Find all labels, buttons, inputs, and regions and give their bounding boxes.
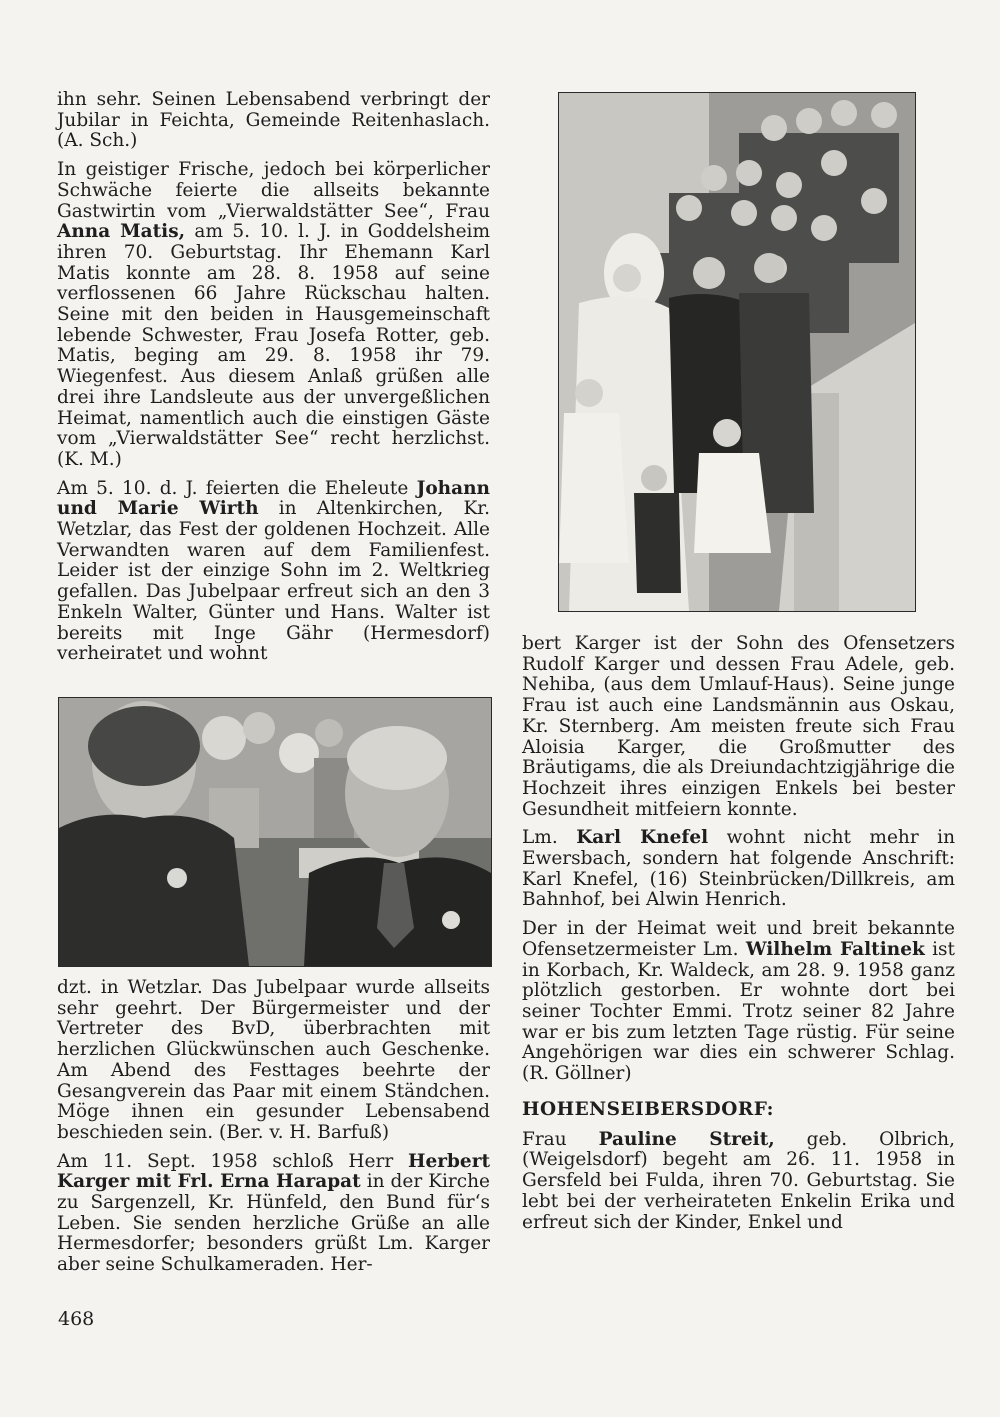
paragraph-jubilar-feichta [57, 90, 490, 152]
paragraph-text: Am 5. 10. d. J. feierten die Eheleute [57, 477, 417, 499]
person-name: Karl Knefel [576, 827, 709, 849]
paragraph-text: Der in der Heimat weit und breit bekannte Ofensetzermeister Lm. [522, 918, 955, 960]
paragraph-wirth-continued [57, 978, 490, 1144]
person-name: Johann und Marie Wirth [57, 477, 490, 520]
paragraph-text: am 5. 10. l. J. in Goddelsheim ihren 70. Geburtstag. Ihr Ehemann Karl Matis konnte am 28. 8. 1958 auf seine verflossenen 66 Jahre Rückschau halten. Seine mit den beiden in Hausgemeinschaft lebende Schwester, Frau Josefa Rotter, geb. Matis, beging am 29. 8. 1958 ihr 79. Wiegenfest. Aus diesem Anlaß grüßen alle drei ihre Landsleute aus der unvergeßlichen Heimat, namentlich auch die einstigen Gäste vom „Vierwaldstätter See“ recht herzlichst. (K. M.) [57, 221, 490, 470]
paragraph-karger-continued [522, 634, 955, 820]
paragraph-text: Am 11. Sept. 1958 schloß Herr [57, 1150, 408, 1172]
photo-elderly-couple [58, 697, 492, 967]
person-name: Pauline Streit, [598, 1128, 775, 1150]
paragraph-karger-wedding [57, 1152, 490, 1276]
paragraph-text: Lm. [522, 827, 577, 849]
person-name: Wilhelm Faltinek [745, 938, 925, 960]
paragraph-text: in der Kirche zu Sargenzell, Kr. Hünfeld, den Bund für‘s Leben. Sie senden herzliche Grüße an alle Hermesdorfer; besonders grüßt Lm. Karger aber seine Schulkameraden. Her- [57, 1171, 490, 1276]
paragraph-text: in Altenkirchen, Kr. Wetzlar, das Fest der goldenen Hochzeit. Alle Verwandten waren auf dem Familienfest. Leider ist der einzige Sohn im 2. Weltkrieg gefallen. Das Jubelpaar erfreut sich an den 3 Enkeln Walter, Günter und Hans. Walter ist bereits mit Inge Gähr (Hermesdorf) verheiratet und wohnt [57, 498, 490, 665]
person-name: Anna Matis, [57, 221, 186, 243]
paragraph-text: ist in Korbach, Kr. Waldeck, am 28. 9. 1958 ganz plötzlich gestorben. Er wohnte dort bei seiner Tochter Emmi. Trotz seiner 82 Jahre war er bis zum letzten Tage rüstig. Für seine Angehörigen war dies ein schwerer Schlag. (R. Göllner) [522, 938, 955, 1085]
paragraph-text: geb. Olbrich, (Weigelsdorf) begeht am 26. 11. 1958 in Gersfeld bei Fulda, ihren 70. Geburtstag. Sie lebt bei der verheirateten Enkelin Erika und erfreut sich der Kinder, Enkel und [522, 1128, 955, 1233]
section-heading: HOHENSEIBERSDORF: [522, 1098, 775, 1120]
photo-wedding-group [558, 92, 916, 612]
paragraph-wirth [57, 479, 490, 665]
paragraph-streit [522, 1130, 955, 1234]
paragraph-text: bert Karger ist der Sohn des Ofensetzers Rudolf Karger und dessen Frau Adele, geb. Nehiba, (aus dem Umlauf-Haus). Seine junge Frau ist auch eine Landsmännin aus Oskau, Kr. Sternberg. Am meisten freute sich Frau Aloisia Karger, die Großmutter des Bräutigams, die als Dreiundachtzigjährige die Hochzeit ihres einzigen Enkels bei bester Gesundheit mitfeiern konnte. [522, 633, 955, 820]
paragraph-text: In geistiger Frische, jedoch bei körperlicher Schwäche feierte die allseits bekannte Gastwirtin vom „Vierwaldstätter See“, Frau [57, 159, 490, 222]
paragraph-knefel [522, 828, 955, 911]
person-name: Herbert Karger mit Frl. Erna Harapat [57, 1150, 490, 1193]
paragraph-text: ihn sehr. Seinen Lebensabend verbringt der Jubilar in Feichta, Gemeinde Reitenhaslach. (A. Sch.) [57, 89, 490, 152]
paragraph-faltinek [522, 919, 955, 1085]
left-column-bottom [57, 978, 490, 1284]
paragraph-text: Frau [522, 1128, 599, 1150]
paragraph-text: dzt. in Wetzlar. Das Jubelpaar wurde allseits sehr geehrt. Der Bürgermeister und der Vertreter des BvD, überbrachten mit herzlichen Glückwünschen auch Geschenke. Am Abend des Festtages beehrte der Gesangverein das Paar mit einem Ständchen. Möge ihnen ein gesunder Lebensabend beschieden sein. (Ber. v. H. Barfuß) [57, 977, 490, 1143]
paragraph-text: wohnt nicht mehr in Ewersbach, sondern hat folgende Anschrift: Karl Knefel, (16) Steinbrücken/Dillkreis, am Bahnhof, bei Alwin Henrich. [522, 827, 955, 911]
paragraph-anna-matis [57, 160, 490, 471]
right-column [522, 634, 955, 1241]
left-column-top [57, 90, 490, 673]
page-number: 468 [58, 1308, 95, 1330]
